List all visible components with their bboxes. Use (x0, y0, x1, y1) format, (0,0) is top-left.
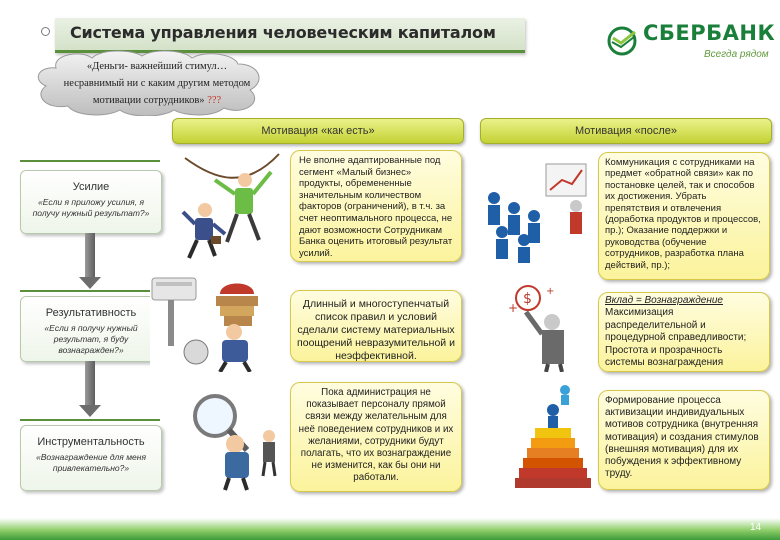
before-box-result: Длинный и многоступенчатый список правил и условий сделали систему материальных поощрений невразумительной и неэффективной. (290, 290, 462, 362)
arrow-stem (85, 233, 95, 277)
stage-title: Усилие (72, 181, 110, 193)
stage-result (20, 296, 162, 362)
divider (20, 290, 160, 292)
career-ladder-illustration (505, 382, 595, 490)
column-header-after: Мотивация «после» (480, 118, 772, 144)
stage-subtitle: «Если я получу нужный результат, я буду вознагражден?» (44, 323, 138, 355)
question-marks: ??? (207, 95, 222, 106)
stage-instrumentality (20, 425, 162, 491)
rules-burden-illustration (150, 272, 285, 372)
stage-title: Инструментальность (37, 436, 145, 448)
after-box-instrumentality: Формирование процесса активизации индивидуальных мотивов сотрудника (внутренняя мотивация) и создания стимулов (внешняя мотивация) для их побуждения к эффективному труду. (598, 390, 770, 490)
before-box-effort: Не вполне адаптированные под сегмент «Малый бизнес» продукты, обремененные значительным количеством факторов (ограничений), в т.ч. за счет неоптимального процесса, не дают возможности Сотрудникам Банка оценить итоговый результат усилий. (290, 150, 462, 262)
after-box-result (598, 292, 770, 372)
bullet-dot (41, 27, 50, 36)
brand-name: СБЕРБАНК (643, 21, 776, 45)
money-reward-illustration (490, 282, 595, 372)
brand-slogan: Всегда рядом (704, 49, 769, 60)
stage-effort (20, 170, 162, 234)
magnifier-inspector-illustration (185, 380, 285, 492)
quote-line-3-text: мотивации сотрудников» (92, 95, 205, 106)
footer-band (0, 518, 780, 540)
sberbank-logo-icon (607, 26, 637, 56)
page-title: Система управления человеческим капиталом (70, 23, 496, 42)
divider (20, 160, 160, 162)
page-number: 14 (750, 522, 762, 533)
arrow-stem (85, 361, 95, 405)
after-box-result-body: Максимизация распределительной и процедурной справедливости; Простота и прозрачность системы вознаграждения (605, 307, 747, 369)
team-presentation-illustration (480, 150, 595, 265)
stage-title: Результативность (45, 307, 137, 319)
quote-line-2: несравнимый ни с каким другим методом (63, 78, 251, 89)
column-header-before: Мотивация «как есть» (172, 118, 464, 144)
quote-text (58, 58, 256, 109)
svg-text:+: + (546, 286, 555, 297)
quote-line-3 (58, 92, 256, 109)
stage-subtitle: «Если я приложу усилия, я получу нужный результат?» (32, 197, 150, 218)
arrow-down-icon (79, 277, 101, 289)
arrow-down-icon (79, 405, 101, 417)
quote-line-1: «Деньги- важнейший стимул… (86, 61, 228, 72)
after-box-effort: Коммуникация с сотрудниками на предмет «обратной связи» как по постановке целей, так и способов их достижения. Убрать препятствия и отвлечения (доработка продуктов и процессов, пр.); Оказание поддержки и руководства (обучение сотрудников, разработка плана действий, пр.); (598, 152, 770, 280)
divider (20, 419, 160, 421)
svg-text:$: $ (523, 291, 532, 307)
equation-heading: Вклад = Вознаграждение (605, 295, 723, 306)
svg-text:+: + (508, 301, 519, 315)
tug-of-war-illustration (175, 150, 285, 262)
before-box-instrumentality: Пока администрация не показывает персоналу прямой связи между желательным для неё поведением сотрудников и их желаниями, сотрудники будут полагать, что их вознаграждение не изменится, как бы они ни работали. (290, 382, 462, 492)
stage-subtitle: «Вознаграждение для меня привлекательно?» (36, 452, 146, 473)
